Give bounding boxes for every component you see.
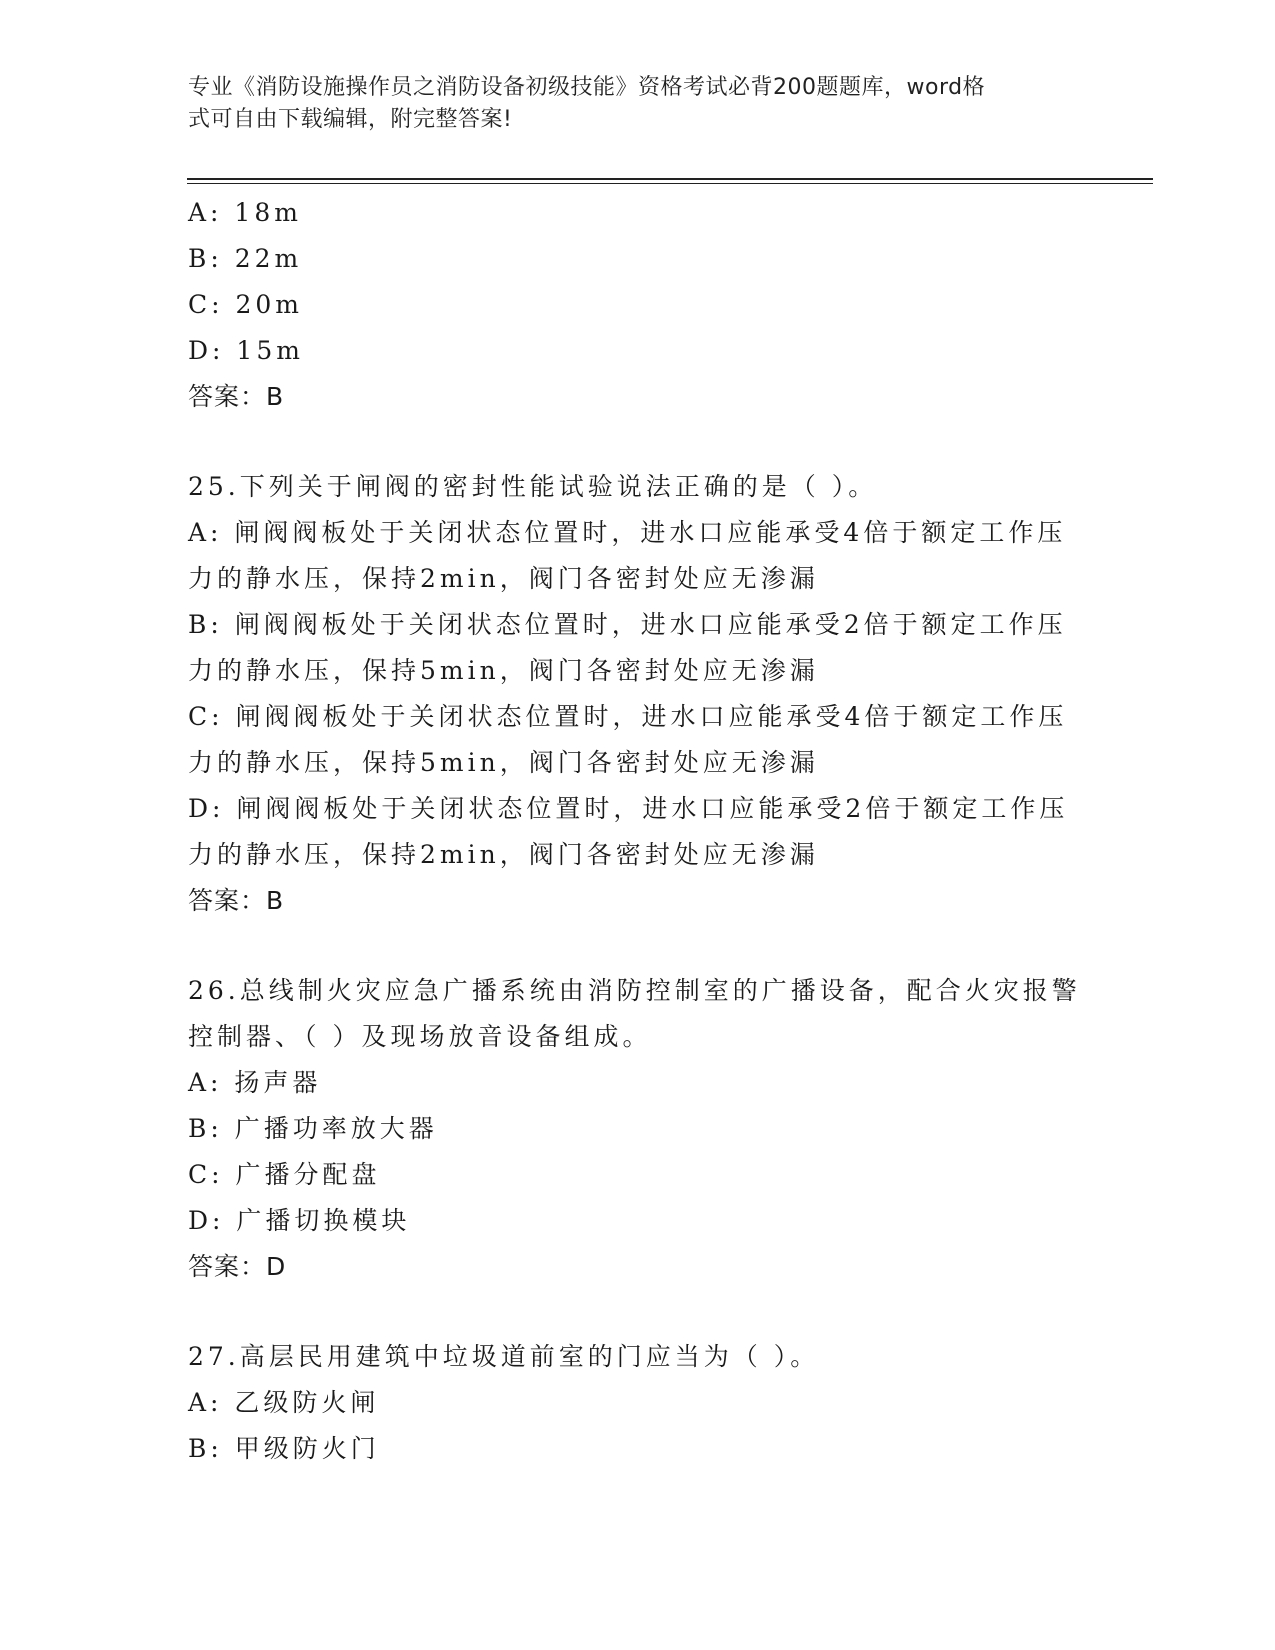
option-b: B: 甲级防火门: [188, 1434, 380, 1463]
question-text-cont: 控制器、（ ）及现场放音设备组成。: [188, 1022, 652, 1051]
question-list: [188, 190, 1088, 1472]
header-line-2: 式可自由下载编辑，附完整答案!: [188, 107, 513, 132]
page-header: [188, 72, 1068, 136]
question-block-25: [188, 464, 1088, 924]
question-block-27: [188, 1334, 1088, 1472]
option-b: B: 闸阀阀板处于关闭状态位置时，进水口应能承受2倍于额定工作压: [188, 610, 1067, 639]
header-line-1: 专业《消防设施操作员之消防设备初级技能》资格考试必背200题题库，word格: [188, 75, 986, 100]
option-b-cont: 力的静水压，保持5min，阀门各密封处应无渗漏: [188, 656, 819, 685]
option-b: B: 22m: [188, 244, 303, 273]
question-text: 26.总线制火灾应急广播系统由消防控制室的广播设备，配合火灾报警: [188, 976, 1081, 1005]
option-d: D: 广播切换模块: [188, 1206, 411, 1235]
question-block-24: [188, 190, 1088, 420]
answer-line: 答案：D: [188, 1252, 287, 1281]
spacer: [188, 924, 1088, 968]
spacer: [188, 420, 1088, 464]
option-a: A: 扬声器: [188, 1068, 322, 1097]
option-c: C: 闸阀阀板处于关闭状态位置时，进水口应能承受4倍于额定工作压: [188, 702, 1068, 731]
option-c: C: 广播分配盘: [188, 1160, 381, 1189]
option-d-cont: 力的静水压，保持2min，阀门各密封处应无渗漏: [188, 840, 819, 869]
question-text: 27.高层民用建筑中垃圾道前室的门应当为（ ）。: [188, 1342, 820, 1371]
option-a: A: 18m: [188, 198, 302, 227]
question-block-26: [188, 968, 1088, 1290]
header-rule: [187, 178, 1153, 184]
option-b: B: 广播功率放大器: [188, 1114, 438, 1143]
question-text: 25.下列关于闸阀的密封性能试验说法正确的是（ ）。: [188, 472, 878, 501]
option-a-cont: 力的静水压，保持2min，阀门各密封处应无渗漏: [188, 564, 819, 593]
option-d: D: 15m: [188, 336, 304, 365]
answer-line: 答案：B: [188, 382, 285, 411]
option-a: A: 闸阀阀板处于关闭状态位置时，进水口应能承受4倍于额定工作压: [188, 518, 1067, 547]
option-a: A: 乙级防火闸: [188, 1388, 380, 1417]
spacer: [188, 1290, 1088, 1334]
option-d: D: 闸阀阀板处于关闭状态位置时，进水口应能承受2倍于额定工作压: [188, 794, 1069, 823]
option-c-cont: 力的静水压，保持5min，阀门各密封处应无渗漏: [188, 748, 819, 777]
answer-line: 答案：B: [188, 886, 285, 915]
option-c: C: 20m: [188, 290, 304, 319]
